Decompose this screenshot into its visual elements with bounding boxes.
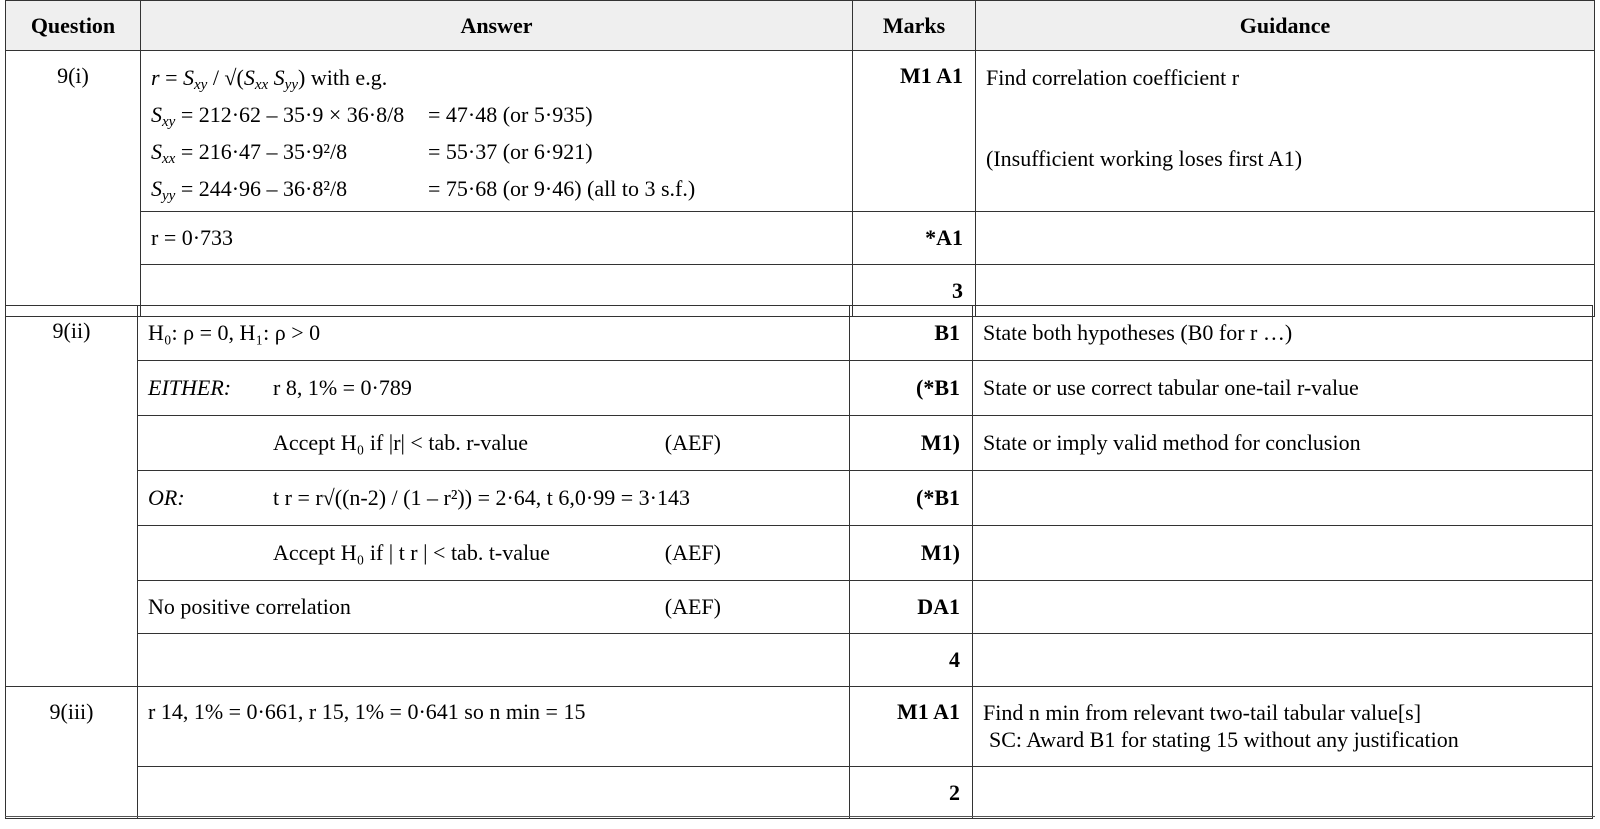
header-guidance: Guidance xyxy=(976,1,1595,51)
syy-expr: = 244·96 – 36·8²/8 xyxy=(180,176,348,201)
marks-cell: B1 xyxy=(850,306,973,361)
table-row xyxy=(6,51,1595,212)
aef-note: (AEF) xyxy=(664,430,721,455)
question-label: 9(iii) xyxy=(6,687,138,819)
formula-intro: with e.g. xyxy=(310,65,388,90)
guidance-text: Find correlation coefficient r xyxy=(986,65,1240,90)
table-row xyxy=(6,212,1595,265)
mark-scheme-table-9ii-9iii xyxy=(5,305,1593,819)
syy-line: $S_{yy} = 244\cdot 96 - 36\cdot 8^2/8 = 75\cdot 68$ (or 9·46) (all to 3 s.f.) xyxy=(151,176,696,204)
marks-cell: M1 A1 xyxy=(850,687,973,767)
table-row xyxy=(6,306,1593,361)
table-row xyxy=(6,526,1593,581)
marks-cell: *A1 xyxy=(853,212,976,265)
header-marks: Marks xyxy=(853,1,976,51)
guidance-text-2: (Insufficient working loses first A1) xyxy=(986,146,1303,171)
formula-line: $r = S_{xy} / √(S_{xx}$ $S_{yy}$) with e.g. xyxy=(151,65,388,93)
table-row xyxy=(6,416,1593,471)
or-label: OR: xyxy=(148,485,185,510)
sxx-result: = 55·37 (or 6·921) xyxy=(428,139,593,164)
guidance-cell xyxy=(973,767,1593,819)
marks-total: 2 xyxy=(850,767,973,819)
marks-cell: M1 A1 xyxy=(853,51,976,212)
sxy-expr: = 212·62 – 35·9 × 36·8/8 xyxy=(180,102,405,127)
marks-cell: (*B1 xyxy=(850,471,973,526)
table-row xyxy=(6,581,1593,634)
guidance-cell xyxy=(973,581,1593,634)
table-row xyxy=(6,634,1593,687)
guidance-cell: State or imply valid method for conclusion xyxy=(973,416,1593,471)
marks-cell: M1) xyxy=(850,416,973,471)
question-label: 9(ii) xyxy=(6,306,138,687)
table-row xyxy=(6,767,1593,819)
page-bottom-rule xyxy=(5,816,1595,817)
sxy-line: $S_{xy} = 212\cdot 62 - 35\cdot 9 \times 36\cdot 8/8 = 47\cdot 48$ (or 5·935) xyxy=(151,102,593,130)
guidance-cell: State or use correct tabular one-tail r-value xyxy=(973,361,1593,416)
guidance-cell xyxy=(976,51,1595,212)
mark-scheme-table-9i xyxy=(5,0,1595,317)
sxx-expr: = 216·47 – 35·9²/8 xyxy=(180,139,348,164)
answer-cell xyxy=(138,526,850,581)
answer-cell xyxy=(138,767,850,819)
marks-cell: DA1 xyxy=(850,581,973,634)
either-value: r 8, 1% = 0·789 xyxy=(273,375,412,400)
answer-cell: r = 0·733 xyxy=(141,212,853,265)
table-row xyxy=(6,471,1593,526)
guidance-text: Find n min from relevant two-tail tabular value[s] xyxy=(983,700,1422,725)
answer-hypotheses: H₀: ρ = 0, H₁: ρ > 0 xyxy=(138,306,850,361)
sxy-result: = 47·48 (or 5·935) xyxy=(428,102,593,127)
aef-note: (AEF) xyxy=(664,540,721,565)
guidance-text-2: SC: Award B1 for stating 15 without any justification xyxy=(989,727,1459,752)
marks-total: 3 xyxy=(853,265,976,317)
table-header-row xyxy=(6,1,1595,51)
syy-result: = 75·68 (or 9·46) (all to 3 s.f.) xyxy=(428,176,696,201)
answer-cell xyxy=(141,51,853,212)
answer-cell xyxy=(138,361,850,416)
sxx-line: $S_{xx} = 216\cdot 47 - 35\cdot 9^2/8 = 55\cdot 37$ (or 6·921) xyxy=(151,139,593,167)
answer-cell xyxy=(138,471,850,526)
header-question: Question xyxy=(6,1,141,51)
answer-cell xyxy=(138,634,850,687)
or-value: t r = r√((n-2) / (1 – r²)) = 2·64, t 6,0·99 = 3·143 xyxy=(273,485,690,510)
accept-t-text: Accept H₀ if | t r | < tab. t-value xyxy=(273,540,550,565)
answer-cell: r 14, 1% = 0·661, r 15, 1% = 0·641 so n min = 15 xyxy=(138,687,850,767)
table-row xyxy=(6,361,1593,416)
either-label: EITHER: xyxy=(148,375,232,400)
aef-note: (AEF) xyxy=(664,594,721,619)
answer-cell xyxy=(138,581,850,634)
question-label: 9(i) xyxy=(6,51,141,317)
guidance-cell xyxy=(973,687,1593,767)
accept-r-text: Accept H₀ if |r| < tab. r-value xyxy=(273,430,529,455)
guidance-cell xyxy=(976,212,1595,265)
answer-cell xyxy=(138,416,850,471)
header-answer: Answer xyxy=(141,1,853,51)
guidance-cell xyxy=(973,471,1593,526)
marks-cell: (*B1 xyxy=(850,361,973,416)
marks-total: 4 xyxy=(850,634,973,687)
table-row xyxy=(6,687,1593,767)
guidance-cell xyxy=(973,526,1593,581)
guidance-cell xyxy=(973,634,1593,687)
conclusion-text: No positive correlation xyxy=(148,594,351,619)
marks-cell: M1) xyxy=(850,526,973,581)
guidance-cell: State both hypotheses (B0 for r …) xyxy=(973,306,1593,361)
